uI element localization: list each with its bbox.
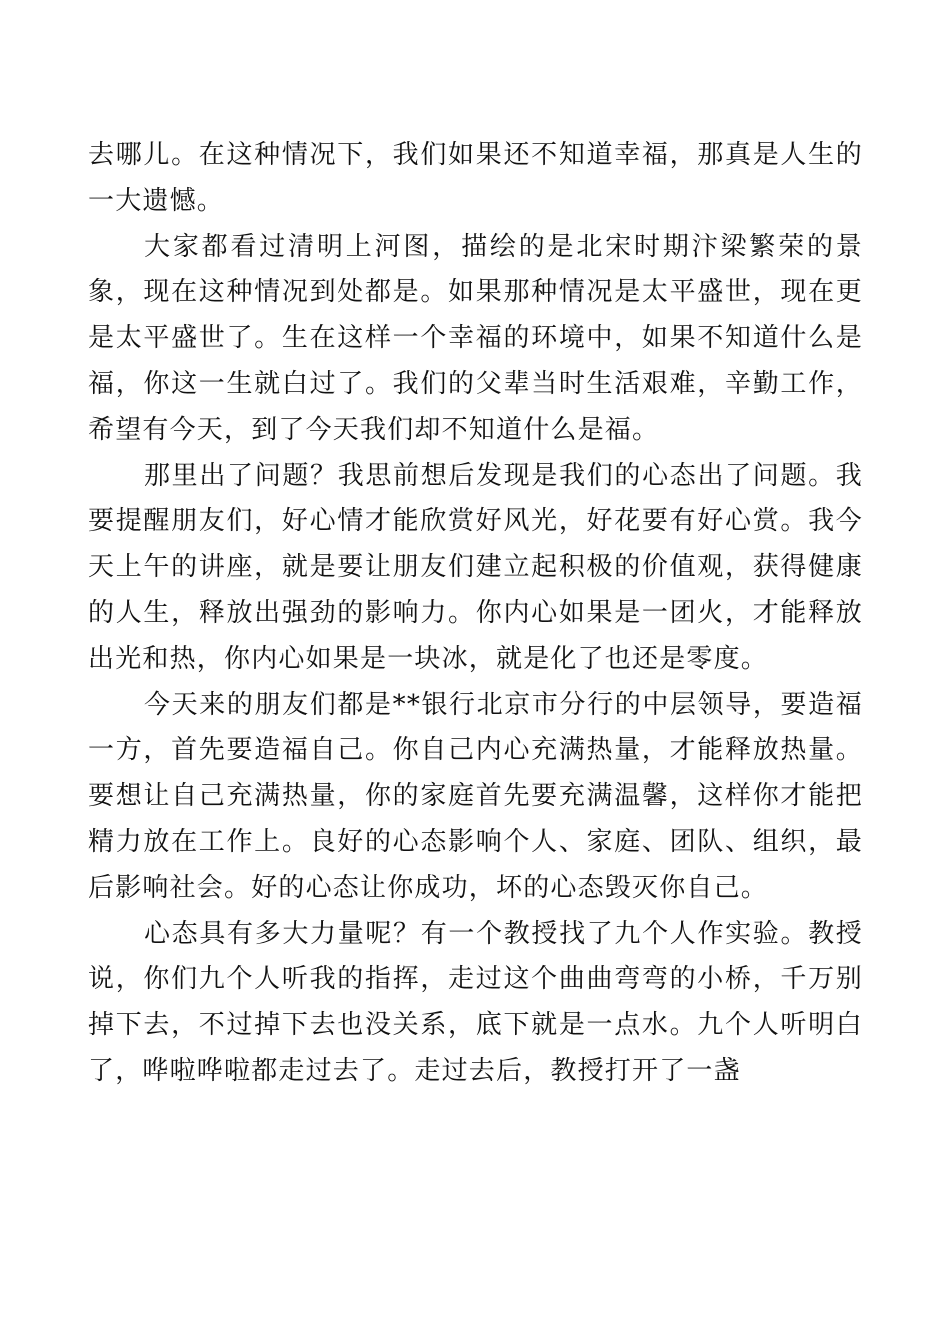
paragraph-4: 今天来的朋友们都是**银行北京市分行的中层领导，要造福一方，首先要造福自己。你自己内心充满热量，才能释放热量。要想让自己充满热量，你的家庭首先要充满温馨，这样你才能把精力放在工作上。良好的心态影响个人、家庭、团队、组织，最后影响社会。好的心态让你成功，坏的心态毁灭你自己。	[88, 689, 863, 903]
paragraph-2: 大家都看过清明上河图，描绘的是北宋时期汴梁繁荣的景象，现在这种情况到处都是。如果那种情况是太平盛世，现在更是太平盛世了。生在这样一个幸福的环境中，如果不知道什么是福，你这一生就白过了。我们的父辈当时生活艰难，辛勤工作，希望有今天，到了今天我们却不知道什么是福。	[88, 231, 863, 445]
paragraph-3: 那里出了问题？我思前想后发现是我们的心态出了问题。我要提醒朋友们，好心情才能欣赏好风光，好花要有好心赏。我今天上午的讲座，就是要让朋友们建立起积极的价值观，获得健康的人生，释放出强劲的影响力。你内心如果是一团火，才能释放出光和热，你内心如果是一块冰，就是化了也还是零度。	[88, 460, 863, 674]
paragraph-5: 心态具有多大力量呢？有一个教授找了九个人作实验。教授说，你们九个人听我的指挥，走过这个曲曲弯弯的小桥，千万别掉下去，不过掉下去也没关系，底下就是一点水。九个人听明白了，哗啦哗啦都走过去了。走过去后，教授打开了一盏	[88, 918, 863, 1086]
document-page	[88, 133, 863, 1095]
paragraph-1: 去哪儿。在这种情况下，我们如果还不知道幸福，那真是人生的一大遗憾。	[88, 140, 863, 216]
